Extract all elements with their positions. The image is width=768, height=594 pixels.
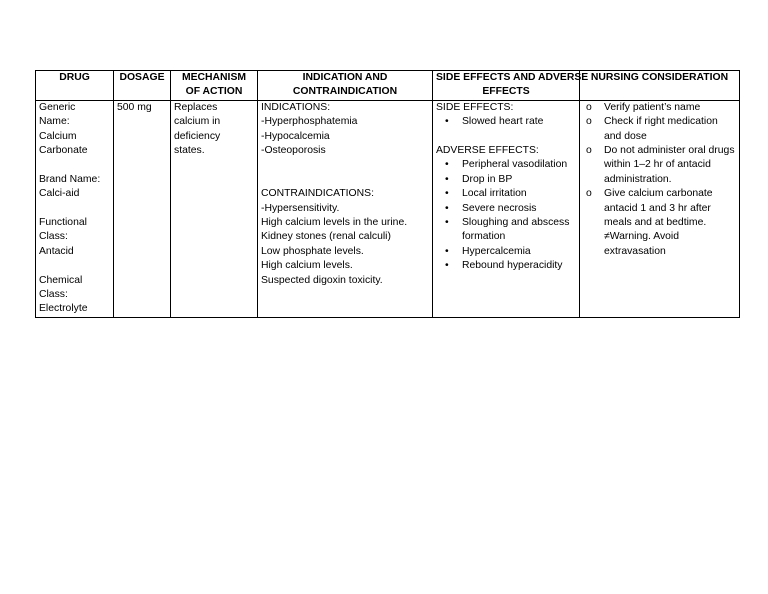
nursing-list — [583, 101, 736, 259]
list-item: o Give calcium carbonate antacid 1 and 3 hr after meals and at bedtime. ≠Warning. Avoid extravasation — [583, 187, 736, 259]
nursing-cell — [580, 100, 740, 317]
header-nursing: NURSING CONSIDERATION — [580, 71, 740, 101]
list-item: o Do not administer oral drugs within 1–2 hr of antacid administration. — [583, 144, 736, 187]
list-item: • Severe necrosis — [436, 202, 576, 216]
list-item: -Osteoporosis — [261, 145, 326, 157]
list-item: Suspected digoxin toxicity. — [261, 274, 383, 286]
list-item: • Local irritation — [436, 187, 576, 201]
list-item: • Drop in BP — [436, 173, 576, 187]
header-drug: DRUG — [36, 71, 114, 101]
drug-cell: Generic Name: Calcium Carbonate Brand Name: Calci-aid Functional Class: Antacid Chemical Class: Electrolyte — [36, 100, 114, 317]
generic-name: Generic — [39, 101, 76, 113]
side-effects-list — [436, 115, 576, 129]
side-effects-cell — [433, 100, 580, 317]
header-side-effects: SIDE EFFECTS AND ADVERSE EFFECTS — [433, 71, 580, 101]
mechanism-cell: Replaces calcium in deficiency states. — [171, 100, 258, 317]
header-mechanism: MECHANISM OF ACTION — [171, 71, 258, 101]
list-item: -Hyperphosphatemia — [261, 116, 358, 128]
header-row — [36, 71, 740, 101]
list-item: Kidney stones (renal calculi) — [261, 231, 391, 243]
functional-class: Functional — [39, 217, 87, 229]
table-row — [36, 100, 740, 317]
drug-study-table — [35, 70, 740, 318]
brand-name: Brand Name: — [39, 173, 101, 185]
indications-title: INDICATIONS: — [261, 101, 331, 113]
dosage-cell: 500 mg — [114, 100, 171, 317]
list-item: • Sloughing and abscess formation — [436, 216, 576, 245]
list-item: o Check if right medication and dose — [583, 115, 736, 144]
list-item: -Hypersensitivity. — [261, 202, 340, 214]
adverse-effects-title: ADVERSE EFFECTS: — [436, 145, 539, 157]
indication-cell — [258, 100, 433, 317]
adverse-effects-list — [436, 158, 576, 273]
chemical-class: Chemical — [39, 274, 83, 286]
list-item: High calcium levels. — [261, 260, 353, 272]
list-item: o Verify patient’s name — [583, 101, 736, 115]
header-dosage: DOSAGE — [114, 71, 171, 101]
list-item: • Slowed heart rate — [436, 115, 576, 129]
side-effects-title: SIDE EFFECTS: — [436, 101, 514, 113]
list-item: -Hypocalcemia — [261, 130, 330, 142]
list-item: • Peripheral vasodilation — [436, 158, 576, 172]
list-item: Low phosphate levels. — [261, 245, 364, 257]
contraindications-title: CONTRAINDICATIONS: — [261, 188, 374, 200]
list-item: • Rebound hyperacidity — [436, 259, 576, 273]
list-item: High calcium levels in the urine. — [261, 217, 408, 229]
list-item: • Hypercalcemia — [436, 245, 576, 259]
header-indication: INDICATION AND CONTRAINDICATION — [258, 71, 433, 101]
